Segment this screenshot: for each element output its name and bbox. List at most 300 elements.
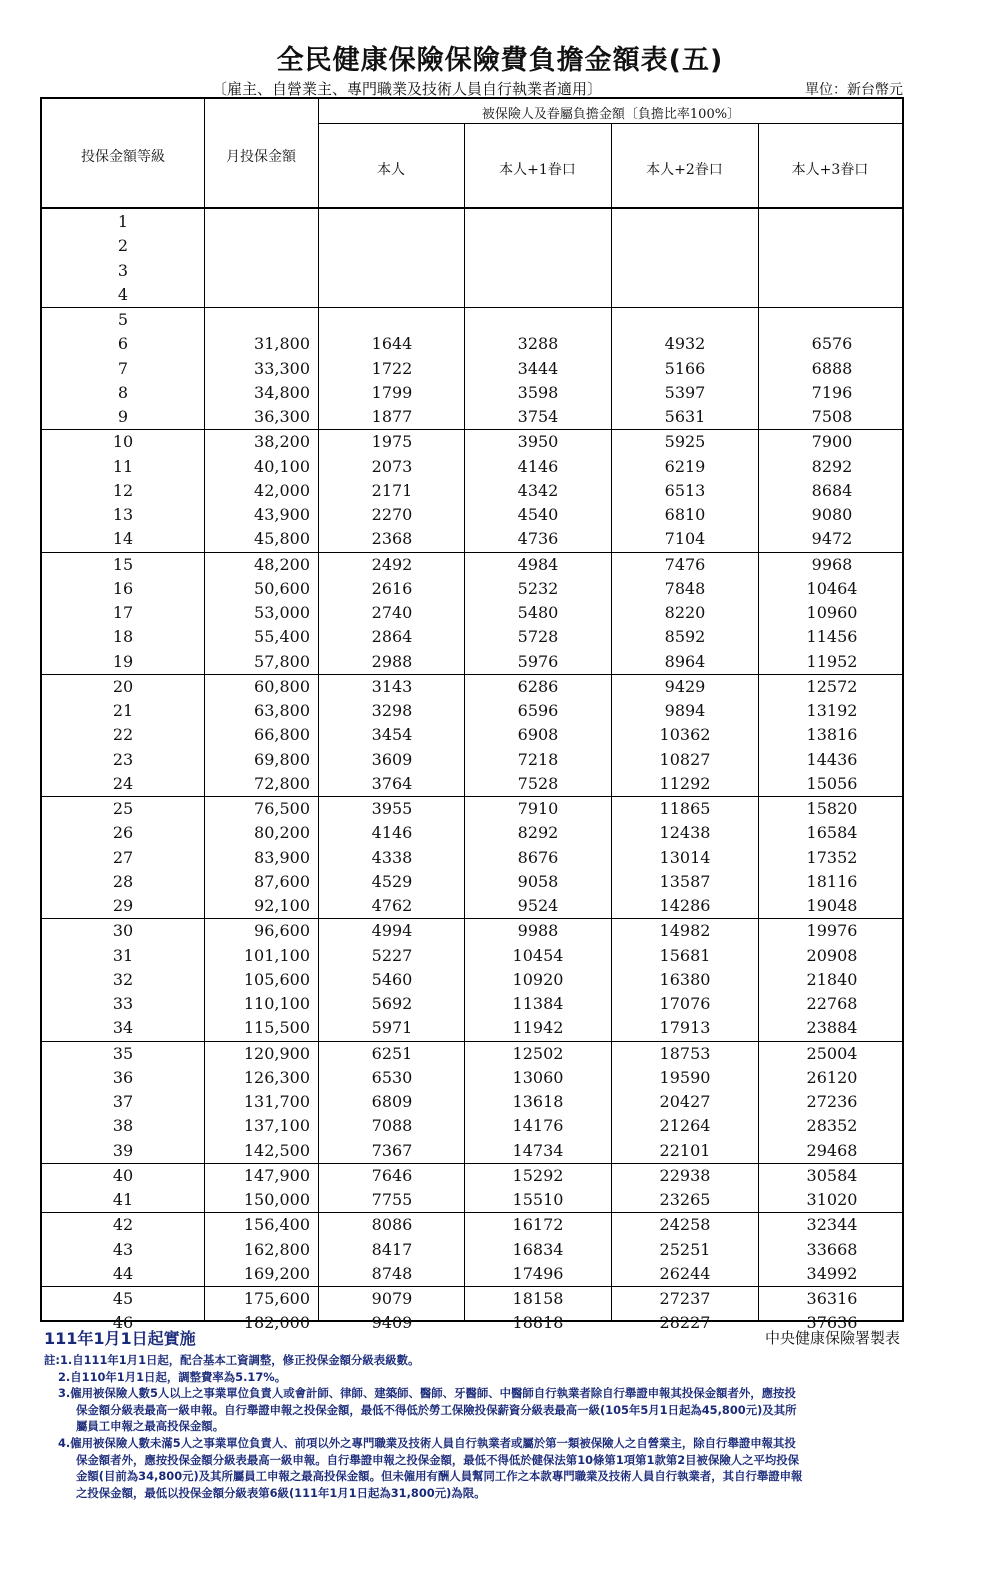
grade-cell: 6 (117, 334, 129, 354)
plus1-cell: 7528 (517, 773, 559, 793)
plus3-cell: 22768 (806, 994, 858, 1013)
plus1-cell: 4984 (517, 554, 559, 574)
plus3-cell: 8292 (811, 456, 853, 476)
grade-cell: 41 (112, 1190, 134, 1209)
plus1-cell: 3288 (517, 334, 559, 354)
plus1-cell: 8676 (517, 847, 559, 867)
plus2-cell: 17076 (659, 994, 711, 1013)
plus1-cell: 9058 (517, 871, 559, 891)
table-row (42, 772, 902, 796)
grade-cell: 12 (112, 480, 134, 500)
plus1-cell: 12502 (512, 1043, 564, 1063)
self-cell: 2073 (371, 456, 413, 476)
self-cell: 3143 (371, 676, 413, 696)
grade-cell: 32 (112, 969, 134, 989)
plus2-cell: 22101 (659, 1140, 711, 1160)
table-row (42, 870, 902, 894)
self-cell: 4338 (371, 847, 413, 867)
grade-cell: 36 (112, 1067, 134, 1087)
plus3-cell: 16584 (806, 823, 858, 843)
plus1-cell: 7910 (517, 799, 559, 818)
monthly-amount-cell: 162,800 (243, 1239, 310, 1259)
table-row (42, 503, 902, 527)
table-row (42, 601, 902, 625)
plus2-cell: 7476 (664, 554, 706, 574)
table-row (42, 577, 902, 601)
monthly-amount-cell: 60,800 (254, 676, 310, 696)
note-item: 2.自110年1月1日起，調整費率為5.17%。 (58, 1369, 287, 1384)
self-cell: 2171 (371, 480, 413, 500)
plus3-cell: 31020 (806, 1190, 858, 1209)
plus3-cell: 11456 (806, 627, 858, 647)
plus1-cell: 5976 (517, 651, 559, 671)
grade-cell: 25 (112, 799, 134, 818)
plus2-cell: 6219 (664, 456, 706, 476)
monthly-amount-cell: 80,200 (254, 823, 310, 843)
plus1-cell: 18158 (512, 1289, 564, 1308)
unit-label: 單位：新台幣元 (805, 82, 903, 98)
plus1-cell: 3950 (517, 432, 559, 452)
self-cell: 9079 (371, 1289, 413, 1308)
self-cell: 6251 (371, 1043, 413, 1063)
table-row (42, 479, 902, 503)
monthly-amount-cell: 33,300 (254, 358, 310, 378)
table-row (42, 283, 902, 307)
monthly-amount-cell: 150,000 (243, 1190, 310, 1209)
plus3-cell: 15820 (806, 799, 858, 818)
plus1-cell: 7218 (517, 749, 559, 769)
header-plus3: 本人+3眷口 (791, 162, 869, 178)
self-cell: 1975 (371, 432, 413, 452)
plus2-cell: 17913 (659, 1018, 711, 1038)
grade-cell: 22 (112, 725, 134, 745)
monthly-amount-cell: 43,900 (254, 505, 310, 524)
monthly-amount-cell: 42,000 (254, 480, 310, 500)
self-cell: 3609 (371, 749, 413, 769)
plus3-cell: 7508 (811, 407, 853, 426)
table-row (42, 1188, 902, 1212)
grade-cell: 10 (112, 432, 134, 452)
self-cell: 9409 (371, 1313, 413, 1333)
grade-cell: 37 (112, 1092, 134, 1111)
plus3-cell: 27236 (806, 1092, 858, 1111)
page-title: 全民健康保險保險費負擔金額表(五) (276, 45, 724, 76)
grade-cell: 2 (117, 236, 129, 256)
table-row (42, 944, 902, 968)
monthly-amount-cell: 147,900 (243, 1165, 310, 1185)
plus3-cell: 10464 (806, 578, 858, 598)
table-row (42, 259, 902, 283)
table-row (42, 1139, 902, 1163)
grade-cell: 34 (112, 1018, 134, 1038)
self-cell: 5971 (371, 1018, 413, 1038)
monthly-amount-cell: 45,800 (254, 529, 310, 549)
plus1-cell: 14176 (512, 1116, 564, 1136)
grade-cell: 43 (112, 1239, 134, 1259)
plus2-cell: 19590 (659, 1067, 711, 1087)
table-row (42, 675, 902, 699)
grade-cell: 21 (112, 701, 134, 720)
header-self: 本人 (377, 162, 405, 178)
plus1-cell: 3598 (517, 382, 559, 402)
self-cell: 7755 (371, 1190, 413, 1209)
monthly-amount-cell: 131,700 (243, 1092, 310, 1111)
table-row (42, 919, 902, 943)
self-cell: 2368 (371, 529, 413, 549)
plus1-cell: 15292 (512, 1165, 564, 1185)
grade-cell: 14 (112, 529, 134, 549)
plus2-cell: 6513 (664, 480, 706, 500)
plus2-cell: 6810 (664, 505, 706, 524)
notes (44, 1352, 804, 1501)
plus1-cell: 5728 (517, 627, 559, 647)
table-row (42, 821, 902, 845)
grade-cell: 13 (112, 505, 134, 524)
note-item: 註:1.自111年1月1日起，配合基本工資調整，修正投保金額分級表級數。 (44, 1353, 420, 1367)
plus3-cell: 13192 (806, 701, 858, 720)
header-plus2: 本人+2眷口 (646, 162, 723, 178)
grade-cell: 11 (112, 456, 134, 476)
monthly-amount-cell: 156,400 (243, 1215, 310, 1235)
table-row (42, 1238, 902, 1262)
monthly-amount-cell: 36,300 (254, 407, 310, 426)
plus3-cell: 6576 (811, 334, 853, 354)
plus2-cell: 23265 (659, 1190, 711, 1209)
table-row (42, 1213, 902, 1237)
plus2-cell: 4932 (664, 334, 706, 354)
table-row (42, 1090, 902, 1114)
plus2-cell: 22938 (659, 1165, 711, 1185)
grade-cell: 19 (112, 651, 134, 671)
plus2-cell: 26244 (659, 1263, 711, 1283)
plus2-cell: 9429 (664, 676, 706, 696)
monthly-amount-cell: 34,800 (254, 382, 310, 402)
grade-cell: 5 (117, 310, 129, 329)
monthly-amount-cell: 175,600 (243, 1289, 310, 1308)
grade-cell: 1 (117, 212, 129, 231)
plus1-cell: 18818 (512, 1313, 564, 1333)
table-row (42, 699, 902, 723)
monthly-amount-cell: 126,300 (243, 1067, 310, 1087)
plus3-cell: 12572 (806, 676, 858, 696)
plus3-cell: 20908 (806, 945, 858, 965)
plus2-cell: 7104 (664, 529, 706, 549)
plus1-cell: 3444 (517, 358, 559, 378)
grade-cell: 7 (117, 358, 129, 378)
self-cell: 6809 (371, 1092, 413, 1111)
monthly-amount-cell: 92,100 (254, 896, 310, 915)
self-cell: 1722 (371, 358, 413, 378)
grade-cell: 46 (112, 1313, 134, 1333)
plus2-cell: 5397 (664, 382, 706, 402)
plus1-cell: 4146 (517, 456, 559, 476)
plus3-cell: 15056 (806, 773, 858, 793)
grade-cell: 24 (112, 773, 134, 793)
plus1-cell: 5480 (517, 603, 559, 622)
grade-cell: 15 (112, 554, 134, 574)
plus3-cell: 33668 (806, 1239, 858, 1259)
plus1-cell: 8292 (517, 823, 559, 843)
plus2-cell: 15681 (659, 945, 711, 965)
grade-cell: 38 (112, 1116, 134, 1136)
plus2-cell: 24258 (659, 1215, 711, 1235)
plus3-cell: 14436 (806, 749, 858, 769)
plus2-cell: 7848 (664, 578, 706, 598)
plus1-cell: 6908 (517, 725, 559, 745)
self-cell: 2616 (371, 578, 413, 598)
table-row (42, 553, 902, 577)
table-row (42, 797, 902, 821)
plus1-cell: 10920 (512, 969, 564, 989)
monthly-amount-cell: 87,600 (254, 871, 310, 891)
plus2-cell: 14982 (659, 921, 711, 941)
table-row (42, 748, 902, 772)
grade-cell: 8 (117, 382, 129, 402)
plus3-cell: 8684 (811, 480, 853, 500)
plus3-cell: 18116 (806, 871, 858, 891)
self-cell: 3955 (371, 799, 413, 818)
self-cell: 8748 (371, 1263, 413, 1283)
grade-cell: 26 (112, 823, 134, 843)
note-item: 4.僱用被保險人數未滿5人之事業單位負責人、前項以外之專門職業及技術人員自行執業者或屬於第一類被保險人之自營業主，除自行舉證申報其投保金額者外，應按投保金額分級表最高一級申報。自行舉證申報之投保金額，最低不得低於健保法第10條第1項第1款第2目被保險人之平均投保金額(目前為34,800元)及其所屬員工申報之最高投保金額。但未僱用有酬人員幫同工作之本款專門職業及技術人員自行執業者，其自行舉證申報之投保金額，最低以投保金額分級表第6級(111年1月1日起為31,800元)為限。 (58, 1435, 803, 1500)
plus1-cell: 5232 (517, 578, 559, 598)
plus3-cell: 29468 (806, 1140, 858, 1160)
table-row (42, 1164, 902, 1188)
self-cell: 2864 (371, 627, 413, 647)
grade-cell: 33 (112, 994, 134, 1013)
plus1-cell: 6596 (517, 701, 559, 720)
grade-cell: 18 (112, 627, 134, 647)
table-row (42, 332, 902, 356)
header-grade: 投保金額等級 (81, 149, 165, 165)
grade-cell: 23 (112, 749, 134, 769)
grade-cell: 39 (112, 1140, 134, 1160)
grade-cell: 17 (112, 603, 134, 622)
monthly-amount-cell: 38,200 (254, 432, 310, 452)
effective-date: 111年1月1日起實施 (44, 1329, 196, 1348)
plus2-cell: 21264 (659, 1116, 711, 1136)
table-row (42, 234, 902, 258)
plus2-cell: 11292 (659, 773, 711, 793)
monthly-amount-cell: 182,000 (243, 1313, 310, 1333)
plus1-cell: 3754 (517, 407, 559, 426)
self-cell: 3764 (371, 773, 413, 793)
self-cell: 6530 (371, 1067, 413, 1087)
monthly-amount-cell: 96,600 (254, 921, 310, 941)
plus2-cell: 5166 (664, 358, 706, 378)
plus1-cell: 14734 (512, 1140, 564, 1160)
monthly-amount-cell: 50,600 (254, 578, 310, 598)
monthly-amount-cell: 105,600 (243, 969, 310, 989)
self-cell: 8417 (371, 1239, 413, 1259)
monthly-amount-cell: 110,100 (243, 994, 310, 1013)
plus2-cell: 5631 (664, 407, 706, 426)
plus2-cell: 8964 (664, 651, 706, 671)
monthly-amount-cell: 115,500 (243, 1018, 310, 1038)
monthly-amount-cell: 66,800 (254, 725, 310, 745)
grade-cell: 28 (112, 871, 134, 891)
monthly-amount-cell: 169,200 (243, 1263, 310, 1283)
table-body (42, 210, 902, 1336)
grade-cell: 16 (112, 578, 134, 598)
table-row (42, 1042, 902, 1066)
plus3-cell: 17352 (806, 847, 858, 867)
self-cell: 7088 (371, 1116, 413, 1136)
grade-cell: 20 (112, 676, 134, 696)
self-cell: 5692 (371, 994, 413, 1013)
plus1-cell: 4736 (517, 529, 559, 549)
table-row (42, 430, 902, 454)
header-group: 被保險人及眷屬負擔金額〔負擔比率100%〕 (481, 107, 741, 122)
self-cell: 1799 (371, 382, 413, 402)
self-cell: 1644 (371, 334, 413, 354)
table-row (42, 992, 902, 1016)
grade-cell: 9 (117, 407, 129, 426)
monthly-amount-cell: 137,100 (243, 1116, 310, 1136)
plus2-cell: 11865 (659, 799, 711, 818)
plus2-cell: 5925 (664, 432, 706, 452)
plus3-cell: 13816 (806, 725, 858, 745)
plus2-cell: 14286 (659, 896, 711, 915)
grade-cell: 3 (117, 260, 129, 280)
plus3-cell: 23884 (806, 1018, 858, 1038)
self-cell: 4529 (371, 871, 413, 891)
monthly-amount-cell: 57,800 (254, 651, 310, 671)
grade-cell: 44 (112, 1263, 134, 1283)
table-row (42, 1066, 902, 1090)
plus2-cell: 25251 (659, 1239, 711, 1259)
plus3-cell: 19048 (806, 896, 858, 915)
plus1-cell: 16172 (512, 1215, 564, 1235)
monthly-amount-cell: 72,800 (254, 773, 310, 793)
plus1-cell: 15510 (512, 1190, 564, 1209)
table-row (42, 357, 902, 381)
plus2-cell: 13014 (659, 847, 711, 867)
plus2-cell: 10362 (659, 725, 711, 745)
monthly-amount-cell: 120,900 (243, 1043, 310, 1063)
plus3-cell: 34992 (806, 1263, 858, 1283)
table-row (42, 308, 902, 332)
plus3-cell: 11952 (806, 651, 858, 671)
table-row (42, 455, 902, 479)
plus2-cell: 27237 (659, 1289, 711, 1308)
plus2-cell: 20427 (659, 1092, 711, 1111)
table-row (42, 894, 902, 918)
maker-label: 中央健康保險署製表 (764, 1329, 900, 1347)
plus3-cell: 32344 (806, 1215, 858, 1235)
monthly-amount-cell: 31,800 (254, 334, 310, 354)
grade-cell: 31 (112, 945, 134, 965)
monthly-amount-cell: 63,800 (254, 701, 310, 720)
grade-cell: 40 (112, 1165, 134, 1185)
header-monthly: 月投保金額 (226, 149, 296, 165)
header-divider (318, 123, 902, 124)
plus3-cell: 26120 (806, 1067, 858, 1087)
plus1-cell: 9524 (517, 896, 559, 915)
self-cell: 5227 (371, 945, 413, 965)
table-row (42, 650, 902, 674)
self-cell: 2492 (371, 554, 413, 574)
monthly-amount-cell: 55,400 (254, 627, 310, 647)
plus3-cell: 37636 (806, 1313, 858, 1333)
plus2-cell: 28227 (659, 1313, 711, 1333)
table-row (42, 381, 902, 405)
subtitle: 〔雇主、自營業主、專門職業及技術人員自行執業者適用〕 (212, 80, 603, 98)
plus1-cell: 13618 (512, 1092, 564, 1111)
monthly-amount-cell: 48,200 (254, 554, 310, 574)
monthly-amount-cell: 69,800 (254, 749, 310, 769)
header-bottom (42, 207, 902, 209)
premium-table (40, 97, 904, 1333)
self-cell: 4146 (371, 823, 413, 843)
plus3-cell: 9968 (811, 554, 853, 574)
plus1-cell: 13060 (512, 1067, 564, 1087)
grade-cell: 42 (112, 1215, 134, 1235)
table-row (42, 723, 902, 747)
monthly-amount-cell: 142,500 (243, 1140, 310, 1160)
plus3-cell: 7900 (811, 432, 853, 452)
plus2-cell: 8220 (664, 603, 706, 622)
table-row (42, 968, 902, 992)
plus1-cell: 16834 (512, 1239, 564, 1259)
grade-cell: 4 (117, 284, 129, 304)
plus3-cell: 28352 (806, 1116, 858, 1136)
plus2-cell: 12438 (659, 823, 711, 843)
plus3-cell: 30584 (806, 1165, 858, 1185)
plus2-cell: 18753 (659, 1043, 711, 1063)
table-row (42, 210, 902, 234)
grade-cell: 35 (112, 1043, 134, 1063)
plus3-cell: 25004 (806, 1043, 858, 1063)
plus1-cell: 9988 (517, 921, 559, 941)
grade-cell: 29 (112, 896, 134, 915)
table-row (42, 625, 902, 649)
table-row (42, 527, 902, 551)
monthly-amount-cell: 40,100 (254, 456, 310, 476)
self-cell: 5460 (371, 969, 413, 989)
plus1-cell: 4342 (517, 480, 559, 500)
self-cell: 7646 (371, 1165, 413, 1185)
self-cell: 7367 (371, 1140, 413, 1160)
table-row (42, 405, 902, 429)
grade-cell: 30 (112, 921, 134, 941)
monthly-amount-cell: 83,900 (254, 847, 310, 867)
self-cell: 4762 (371, 896, 413, 915)
self-cell: 2270 (371, 505, 413, 524)
table-row (42, 1262, 902, 1286)
plus1-cell: 17496 (512, 1263, 564, 1283)
self-cell: 4994 (371, 921, 413, 941)
plus1-cell: 11942 (512, 1018, 564, 1038)
plus3-cell: 9472 (811, 529, 853, 549)
table-row (42, 1114, 902, 1138)
plus1-cell: 4540 (517, 505, 559, 524)
plus2-cell: 13587 (659, 871, 711, 891)
header-plus1: 本人+1眷口 (499, 162, 576, 178)
plus3-cell: 36316 (806, 1289, 858, 1308)
self-cell: 2740 (371, 603, 413, 622)
plus3-cell: 21840 (806, 969, 858, 989)
plus2-cell: 10827 (659, 749, 711, 769)
plus2-cell: 16380 (659, 969, 711, 989)
plus1-cell: 11384 (512, 994, 564, 1013)
monthly-amount-cell: 53,000 (254, 603, 310, 622)
plus1-cell: 10454 (512, 945, 564, 965)
grade-cell: 45 (112, 1289, 134, 1308)
table-row (42, 1016, 902, 1040)
grade-cell: 27 (112, 847, 134, 867)
self-cell: 3298 (371, 701, 413, 720)
